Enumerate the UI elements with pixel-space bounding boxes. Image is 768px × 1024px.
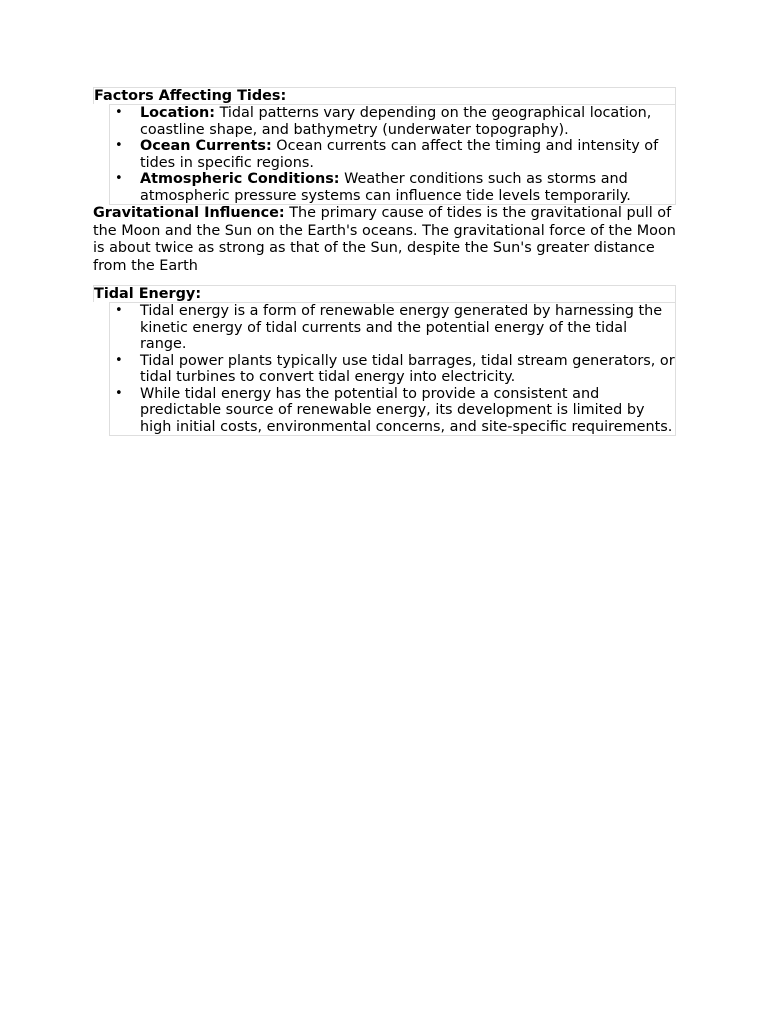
factors-heading: Factors Affecting Tides:	[93, 87, 676, 104]
list-item	[140, 171, 675, 204]
document-body	[93, 87, 676, 436]
tidal-energy-section	[93, 285, 676, 436]
list-item-label: Ocean Currents:	[140, 138, 272, 154]
list-item: • While tidal energy has the potential to provide a consistent and predictable source of renewable energy, its development is limited by high initial costs, environmental concerns, and site-specific requirements.	[140, 386, 675, 436]
tidal-energy-heading: Tidal Energy:	[93, 285, 676, 302]
list-item-text: Ocean currents can affect the timing and intensity of tides in specific regions.	[140, 138, 659, 171]
list-item: • Tidal energy is a form of renewable energy generated by harnessing the kinetic energy of tidal currents and the potential energy of the tidal range.	[140, 303, 675, 353]
section-spacer	[93, 275, 676, 285]
gravitational-label: Gravitational Influence:	[93, 205, 285, 221]
list-item	[140, 138, 675, 171]
list-item: • Tidal power plants typically use tidal barrages, tidal stream generators, or tidal turbines to convert tidal energy into electricity.	[140, 353, 675, 386]
list-item	[140, 105, 675, 138]
gravitational-paragraph	[93, 205, 676, 275]
factors-list	[110, 105, 675, 204]
list-item-label: Location:	[140, 105, 215, 121]
list-item-text: Weather conditions such as storms and atmospheric pressure systems can influence tide levels temporarily.	[140, 171, 631, 204]
list-item-label: Atmospheric Conditions:	[140, 171, 340, 187]
factors-list-box	[109, 104, 676, 205]
tidal-energy-list-box	[109, 302, 676, 436]
factors-section	[93, 87, 676, 205]
tidal-energy-list	[110, 303, 675, 435]
list-item-text: Tidal patterns vary depending on the geographical location, coastline shape, and bathymetry (underwater topography).	[140, 105, 652, 138]
gravitational-text: The primary cause of tides is the gravitational pull of the Moon and the Sun on the Earth's oceans. The gravitational force of the Moon is about twice as strong as that of the Sun, despite the Sun's greater distance from the Earth	[93, 205, 676, 274]
